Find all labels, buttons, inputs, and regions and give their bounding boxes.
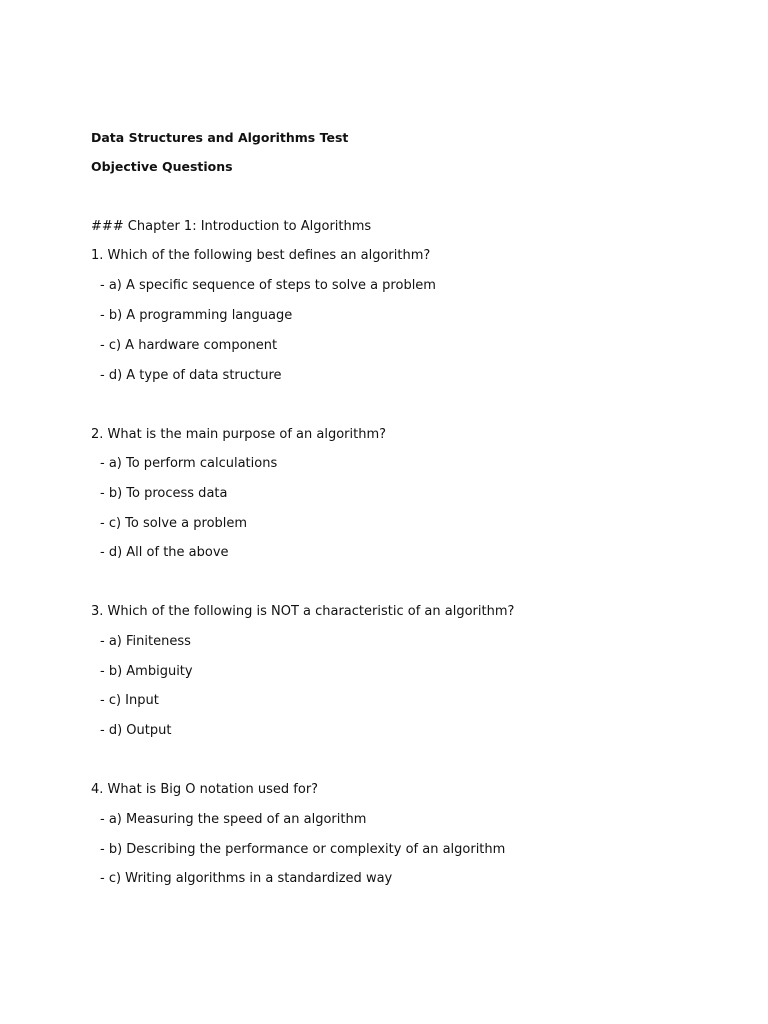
question-2: 2. What is the main purpose of an algorithm? xyxy=(91,427,387,442)
question-3-option-d: - d) Output xyxy=(100,723,172,738)
question-3-option-b: - b) Ambiguity xyxy=(100,664,193,679)
question-3: 3. Which of the following is NOT a characteristic of an algorithm? xyxy=(91,604,515,619)
question-1-option-d: - d) A type of data structure xyxy=(100,368,282,383)
question-3-option-a: - a) Finiteness xyxy=(100,634,191,649)
question-2-option-c: - c) To solve a problem xyxy=(100,516,248,531)
question-2-option-a: - a) To perform calculations xyxy=(100,456,278,471)
question-1-option-b: - b) A programming language xyxy=(100,308,293,323)
question-1: 1. Which of the following best defines an algorithm? xyxy=(91,248,431,263)
chapter-heading: ### Chapter 1: Introduction to Algorithms xyxy=(91,219,372,234)
document-subtitle: Objective Questions xyxy=(91,159,233,174)
question-4-option-c: - c) Writing algorithms in a standardized way xyxy=(100,871,393,886)
question-3-option-c: - c) Input xyxy=(100,693,159,708)
question-1-option-a: - a) A specific sequence of steps to solve a problem xyxy=(100,278,436,293)
question-1-option-c: - c) A hardware component xyxy=(100,338,278,353)
document-title: Data Structures and Algorithms Test xyxy=(91,130,349,145)
question-2-option-d: - d) All of the above xyxy=(100,545,229,560)
question-4-option-a: - a) Measuring the speed of an algorithm xyxy=(100,812,367,827)
question-4: 4. What is Big O notation used for? xyxy=(91,782,319,797)
question-2-option-b: - b) To process data xyxy=(100,486,228,501)
question-4-option-b: - b) Describing the performance or complexity of an algorithm xyxy=(100,842,506,857)
